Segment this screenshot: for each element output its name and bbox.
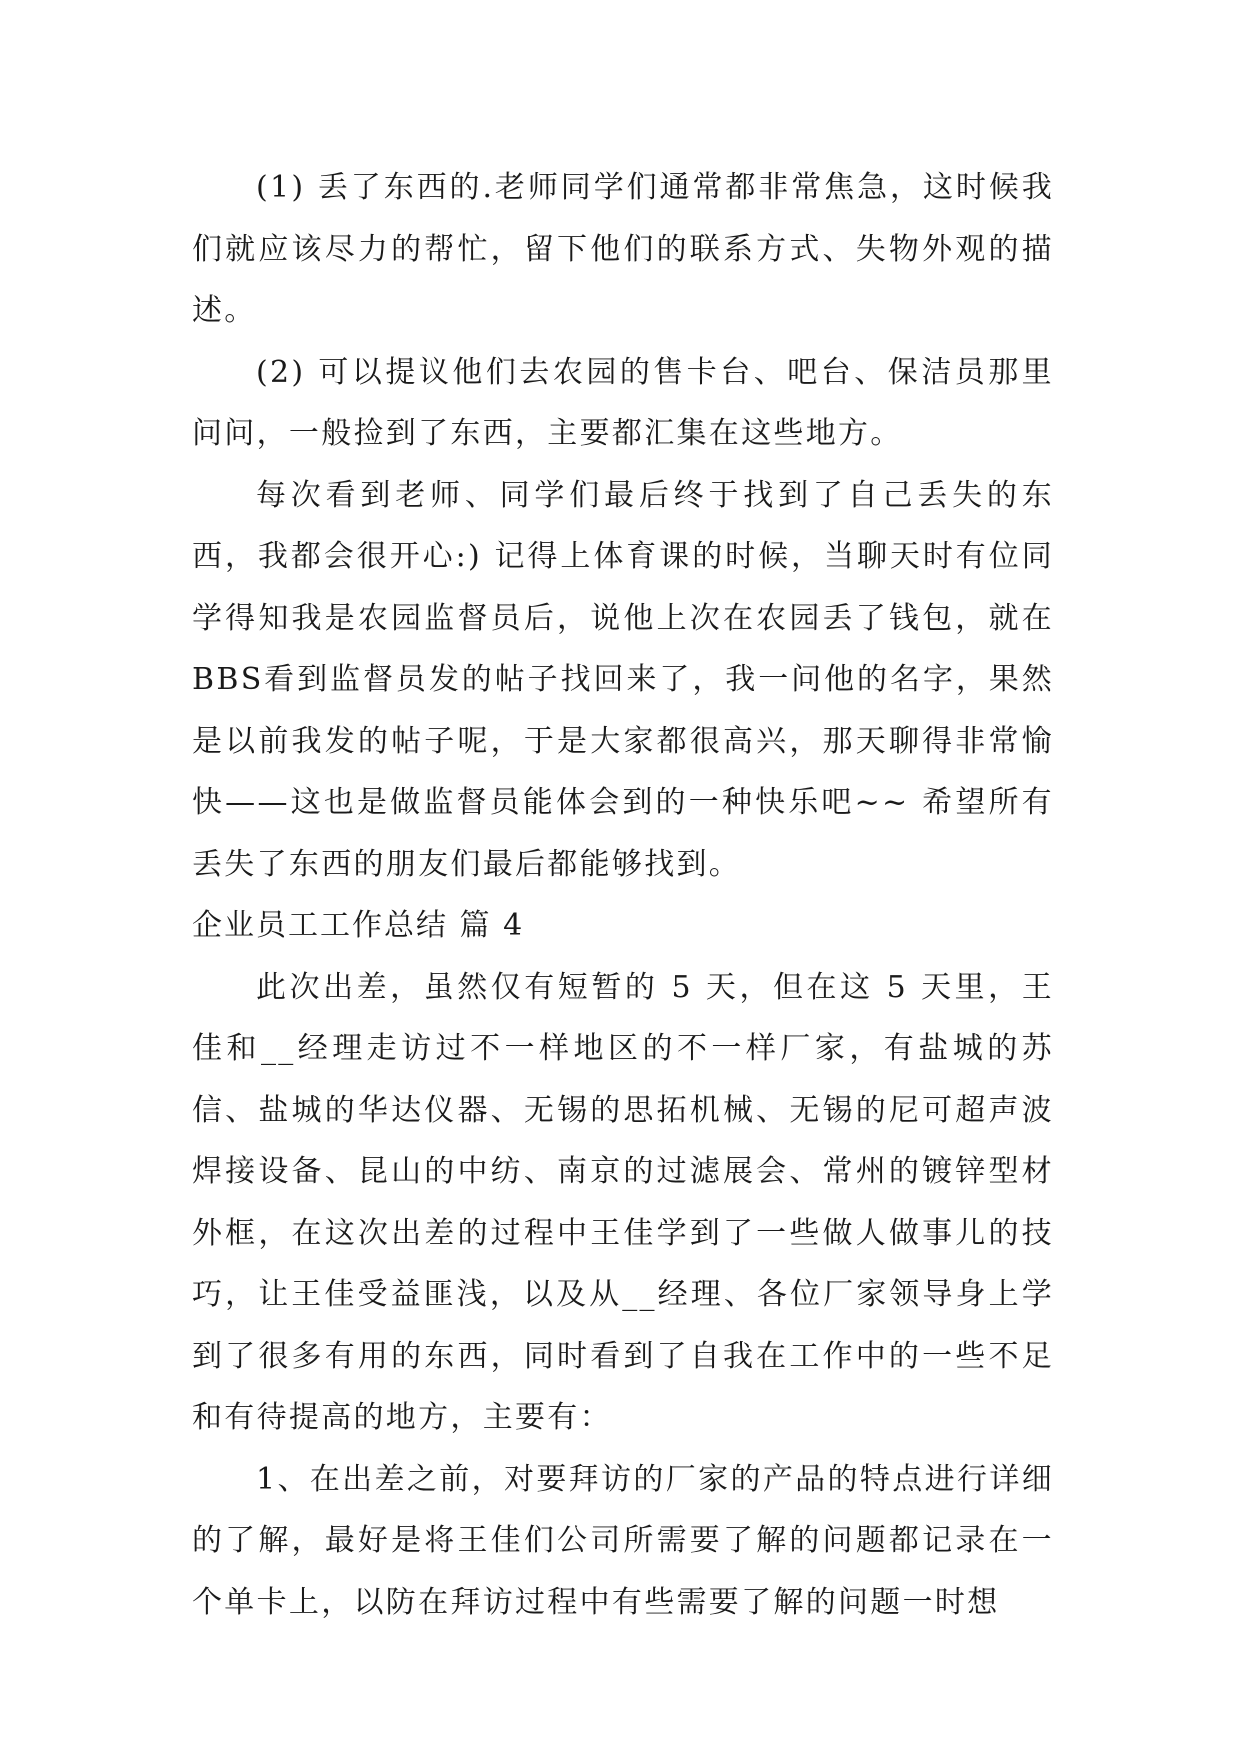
- paragraph-item-2: (2) 可以提议他们去农园的售卡台、吧台、保洁员那里问问，一般捡到了东西，主要都汇集在这些地方。: [192, 354, 1054, 451]
- paragraph-supervisor-story: 每次看到老师、同学们最后终于找到了自己丢失的东西，我都会很开心:) 记得上体育课的时候，当聊天时有位同学得知我是农园监督员后，说他上次在农园丢了钱包，就在BBS看到监督员发的帖子找回来了，我一问他的名字，果然是以前我发的帖子呢，于是大家都很高兴，那天聊得非常愉快——这也是做监督员能体会到的一种快乐吧~~ 希望所有丢失了东西的朋友们最后都能够找到。: [192, 477, 1054, 882]
- paragraph-item-1: (1) 丢了东西的.老师同学们通常都非常焦急，这时候我们就应该尽力的帮忙，留下他们的联系方式、失物外观的描述。: [192, 170, 1054, 328]
- document-body: [192, 157, 1054, 1633]
- section-heading: 企业员工工作总结 篇 4: [192, 908, 525, 943]
- paragraph-business-trip: 此次出差，虽然仅有短暂的 5 天，但在这 5 天里，王佳和__经理走访过不一样地区的不一样厂家，有盐城的苏信、盐城的华达仪器、无锡的思拓机械、无锡的尼可超声波焊接设备、昆山的中纺、南京的过滤展会、常州的镀锌型材外框，在这次出差的过程中王佳学到了一些做人做事儿的技巧，让王佳受益匪浅，以及从__经理、各位厂家领导身上学到了很多有用的东西，同时看到了自我在工作中的一些不足和有待提高的地方，主要有：: [192, 969, 1054, 1435]
- paragraph-point-1: 1、在出差之前，对要拜访的厂家的产品的特点进行详细的了解，最好是将王佳们公司所需要了解的问题都记录在一个单卡上，以防在拜访过程中有些需要了解的问题一时想: [192, 1461, 1054, 1620]
